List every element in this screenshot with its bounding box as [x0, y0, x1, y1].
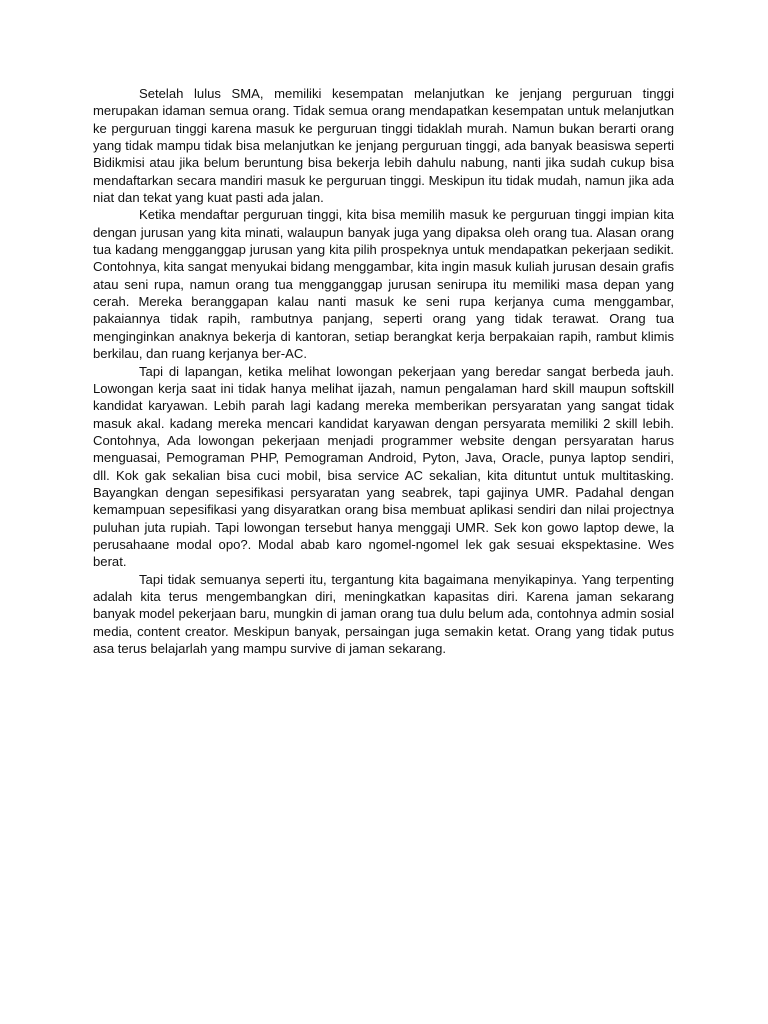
paragraph-2: Ketika mendaftar perguruan tinggi, kita bisa memilih masuk ke perguruan tinggi impian kita dengan jurusan yang kita minati, walaupun banyak juga yang dipaksa oleh orang tua. Alasan orang tua kadang mengganggap jurusan yang kita pilih prospeknya untuk mendapatkan pekerjaan sedikit. Contohnya, kita sangat menyukai bidang menggambar, kita ingin masuk kuliah jurusan desain grafis atau seni rupa, namun orang tua mengganggap jurusan senirupa itu memiliki masa depan yang cerah. Mereka beranggapan kalau nanti masuk ke seni rupa kerjanya cuma menggambar, pakaiannya tidak rapih, rambutnya panjang, seperti orang yang tidak terawat. Orang tua menginginkan anaknya bekerja di kantoran, setiap berangkat kerja berpakaian rapih, rambut klimis berkilau, dan ruang kerjanya ber-AC. [93, 207, 674, 362]
paragraph-4: Tapi tidak semuanya seperti itu, tergantung kita bagaimana menyikapinya. Yang terpenting adalah kita terus mengembangkan diri, meningkatkan kapasitas diri. Karena jaman sekarang banyak model pekerjaan baru, mungkin di jaman orang tua dulu belum ada, contohnya admin sosial media, content creator. Meskipun banyak, persaingan juga semakin ketat. Orang yang tidak putus asa terus belajarlah yang mampu survive di jaman sekarang. [93, 571, 674, 656]
paragraph-3: Tapi di lapangan, ketika melihat lowongan pekerjaan yang beredar sangat berbeda jauh. Lowongan kerja saat ini tidak hanya melihat ijazah, namun pengalaman hard skill maupun softskill kandidat karyawan. Lebih parah lagi kadang mereka memberikan persyaratan yang sangat tidak masuk akal. kadang mereka mencari kandidat karyawan dengan persyarata memiliki 2 skill lebih. Contohnya, Ada lowongan pekerjaan menjadi programmer website dengan persyaratan harus menguasai, Pemograman PHP, Pemograman Android, Pyton, Java, Oracle, punya laptop sendiri, dll. Kok gak sekalian bisa cuci mobil, bisa service AC sekalian, kita dituntut untuk multitasking. Bayangkan dengan sepesifikasi persyaratan yang seabrek, tapi gajinya UMR. Padahal dengan kemampuan sepesifikasi yang disyaratkan orang bisa membuat aplikasi sendiri dan nilai projectnya puluhan juta rupiah. Tapi lowongan tersebut hanya menggaji UMR. Sek kon gowo laptop dewe, la perusahaane modal opo?. Modal abab karo ngomel-ngomel lek gak sesuai ekspektasine. Wes berat. [93, 363, 674, 570]
paragraph-1: Setelah lulus SMA, memiliki kesempatan melanjutkan ke jenjang perguruan tinggi merupakan idaman semua orang. Tidak semua orang mendapatkan kesempatan untuk melanjutkan ke perguruan tinggi karena masuk ke perguruan tinggi tidaklah murah. Namun bukan berarti orang yang tidak mampu tidak bisa melanjutkan ke jenjang perguruan tinggi, ada banyak beasiswa seperti Bidikmisi atau jika belum beruntung bisa bekerja lebih dahulu nabung, nanti jika sudah cukup bisa mendaftarkan secara mandiri masuk ke perguruan tinggi. Meskipun itu tidak mudah, namun jika ada niat dan tekat yang kuat pasti ada jalan. [93, 86, 674, 206]
document-body [93, 85, 674, 657]
